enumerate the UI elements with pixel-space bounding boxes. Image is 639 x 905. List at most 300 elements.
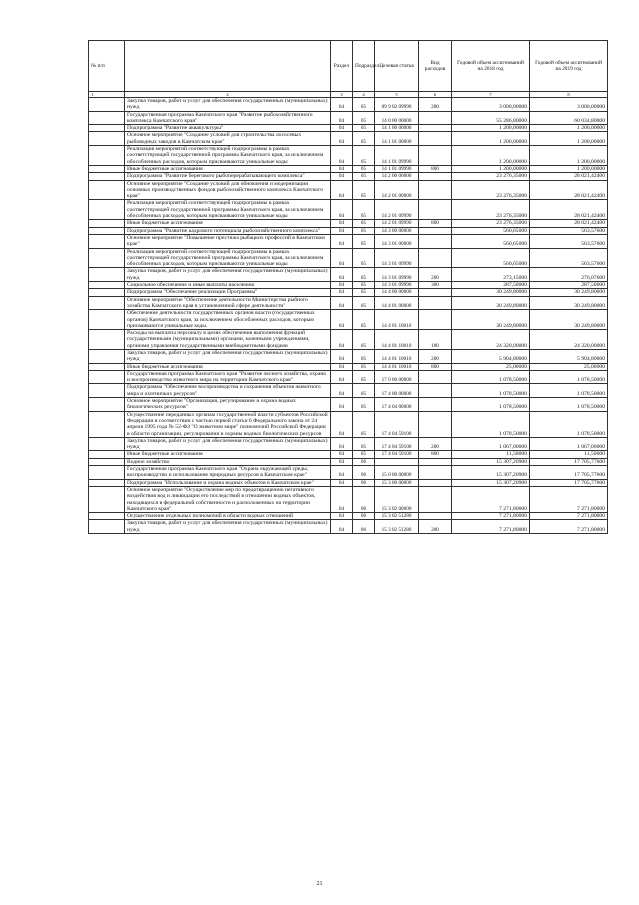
row-2018-cell: 1 078,50000 xyxy=(452,411,530,437)
row-2019-cell: 28 021,42400 xyxy=(530,200,608,220)
row-subsection-cell: 05 xyxy=(353,411,375,437)
row-2019-cell: 3 000,00000 xyxy=(530,98,608,112)
row-subsection-cell: 05 xyxy=(353,248,375,268)
row-section-cell: 04 xyxy=(331,234,353,248)
row-num-cell xyxy=(89,289,125,296)
row-section-cell: 04 xyxy=(331,146,353,166)
row-name-cell: Закупка товаров, работ и услуг для обеспечения государственных (муниципальных) нужд xyxy=(125,98,331,112)
row-article-cell: 15 3 02 51280 xyxy=(375,520,419,534)
row-article-cell: 14 2 00 00000 xyxy=(375,173,419,180)
row-2019-cell: 287,50000 xyxy=(530,282,608,289)
row-section-cell: 04 xyxy=(331,349,353,363)
row-section-cell: 04 xyxy=(331,165,353,172)
row-num-cell xyxy=(89,200,125,220)
row-2018-cell: 1 078,50000 xyxy=(452,398,530,412)
row-num-cell xyxy=(89,411,125,437)
table-row xyxy=(89,513,608,520)
row-2019-cell: 11,50000 xyxy=(530,451,608,458)
row-subsection-cell: 05 xyxy=(353,220,375,227)
row-type-cell: 200 xyxy=(419,268,452,282)
row-name-cell: Иные бюджетные ассигнования xyxy=(125,451,331,458)
row-type-cell xyxy=(419,125,452,132)
row-2019-cell: 1 200,00000 xyxy=(530,165,608,172)
row-num-cell xyxy=(89,165,125,172)
row-2018-cell: 560,65000 xyxy=(452,227,530,234)
row-num-cell xyxy=(89,310,125,330)
row-num-cell xyxy=(89,125,125,132)
page-number: 21 xyxy=(316,881,323,887)
row-num-cell xyxy=(89,513,125,520)
row-type-cell xyxy=(419,479,452,486)
row-section-cell: 04 xyxy=(331,220,353,227)
row-subsection-cell: 05 xyxy=(353,451,375,458)
row-name-cell: Иные бюджетные ассигнования xyxy=(125,363,331,370)
header-article: Целевая статья xyxy=(375,41,419,92)
row-name-cell: Основное мероприятие "Организация, регулирование и охрана водных биологических ресурсов" xyxy=(125,398,331,412)
col-number: 7 xyxy=(452,92,530,98)
row-type-cell: 800 xyxy=(419,451,452,458)
row-article-cell: 14 3 01 09990 xyxy=(375,268,419,282)
row-type-cell: 800 xyxy=(419,220,452,227)
row-type-cell: 200 xyxy=(419,437,452,451)
budget-table xyxy=(88,40,608,534)
row-num-cell xyxy=(89,282,125,289)
row-2019-cell: 1 078,50000 xyxy=(530,384,608,398)
row-type-cell xyxy=(419,227,452,234)
row-subsection-cell: 05 xyxy=(353,125,375,132)
row-name-cell: Реализация мероприятий соответствующей подпрограммы в рамках соответствующей государственной программы Камчатского края, за исключением обособленных расходов, которым присваиваются уникальные коды xyxy=(125,200,331,220)
row-type-cell xyxy=(419,384,452,398)
row-2018-cell: 23 276,35000 xyxy=(452,180,530,200)
row-type-cell xyxy=(419,146,452,166)
row-num-cell xyxy=(89,220,125,227)
row-article-cell: 14 4 01 10010 xyxy=(375,349,419,363)
row-name-cell: Подпрограмма "Обеспечение реализации Программы" xyxy=(125,289,331,296)
row-2018-cell: 25,00000 xyxy=(452,363,530,370)
row-num-cell xyxy=(89,384,125,398)
row-2019-cell: 563,57600 xyxy=(530,234,608,248)
row-2019-cell: 563,57600 xyxy=(530,227,608,234)
row-type-cell: 100 xyxy=(419,330,452,350)
row-2019-cell: 1 078,50000 xyxy=(530,411,608,437)
row-section-cell: 04 xyxy=(331,310,353,330)
table-row xyxy=(89,310,608,330)
row-type-cell: 200 xyxy=(419,98,452,112)
table-row xyxy=(89,437,608,451)
row-2018-cell: 24 320,00000 xyxy=(452,330,530,350)
row-type-cell xyxy=(419,234,452,248)
row-article-cell: 14 4 00 00000 xyxy=(375,289,419,296)
row-article-cell: 14 3 01 00000 xyxy=(375,234,419,248)
row-2018-cell: 23 276,35000 xyxy=(452,173,530,180)
row-subsection-cell: 06 xyxy=(353,513,375,520)
row-name-cell: Основное мероприятие "Создание условий для строительства лососевых рыбоводных заводов в Камчатском крае" xyxy=(125,132,331,146)
row-type-cell xyxy=(419,111,452,125)
row-2018-cell: 1 067,00000 xyxy=(452,437,530,451)
row-2018-cell: 3 000,00000 xyxy=(452,98,530,112)
row-subsection-cell: 05 xyxy=(353,98,375,112)
row-article-cell: 15 3 02 51280 xyxy=(375,513,419,520)
row-2019-cell: 1 200,00000 xyxy=(530,146,608,166)
table-row xyxy=(89,173,608,180)
table-row xyxy=(89,180,608,200)
row-2018-cell: 273,15000 xyxy=(452,268,530,282)
row-type-cell xyxy=(419,248,452,268)
row-subsection-cell: 05 xyxy=(353,282,375,289)
table-row xyxy=(89,234,608,248)
col-number: 4 xyxy=(353,92,375,98)
row-num-cell xyxy=(89,520,125,534)
row-section-cell: 04 xyxy=(331,411,353,437)
row-2019-cell: 17 705,77600 xyxy=(530,458,608,465)
row-subsection-cell: 05 xyxy=(353,437,375,451)
row-num-cell xyxy=(89,132,125,146)
row-article-cell: 17 4 04 59100 xyxy=(375,437,419,451)
row-name-cell: Осуществление отдельных полномочий в области водных отношений xyxy=(125,513,331,520)
row-name-cell: Реализация мероприятий соответствующей подпрограммы в рамках соответствующей государственной программы Камчатского края, за исключением обособленных расходов, которым присваиваются уникальные коды xyxy=(125,146,331,166)
row-2018-cell: 15 307,20900 xyxy=(452,479,530,486)
row-article-cell: 17 4 04 59100 xyxy=(375,451,419,458)
row-type-cell xyxy=(419,180,452,200)
row-subsection-cell: 05 xyxy=(353,146,375,166)
header-name xyxy=(125,41,331,92)
row-name-cell: Расходы на выплаты персоналу в целях обеспечения выполнения функций государственными (муниципальными) органами, казенными учреждениями, органами управления государственными внебюджетными фондами xyxy=(125,330,331,350)
row-type-cell: 200 xyxy=(419,520,452,534)
header-2018: Годовой объем ассигнований на 2018 год xyxy=(452,41,530,92)
row-type-cell xyxy=(419,398,452,412)
row-article-cell: 14 1 01 00000 xyxy=(375,132,419,146)
row-article-cell: 15 3 00 00000 xyxy=(375,479,419,486)
row-section-cell: 04 xyxy=(331,466,353,480)
row-num-cell xyxy=(89,146,125,166)
row-name-cell: Основное мероприятие "Обеспечение деятельности Министерства рыбного хозяйства Камчатского края в установленной сфере деятельности" xyxy=(125,296,331,310)
row-2019-cell: 17 705,77600 xyxy=(530,466,608,480)
row-2019-cell: 1 078,50000 xyxy=(530,398,608,412)
table-row xyxy=(89,466,608,480)
row-name-cell: Реализация мероприятий соответствующей подпрограммы в рамках соответствующей государственной программы Камчатского края, за исключением обособленных расходов, которым присваиваются уникальные коды xyxy=(125,248,331,268)
row-type-cell xyxy=(419,310,452,330)
row-article-cell: 14 2 01 09990 xyxy=(375,200,419,220)
row-section-cell: 04 xyxy=(331,520,353,534)
row-2019-cell: 60 034,80000 xyxy=(530,111,608,125)
row-section-cell: 04 xyxy=(331,268,353,282)
row-2019-cell: 28 021,42400 xyxy=(530,180,608,200)
row-name-cell: Государственная программа Камчатского края "Охрана окружающей среды, воспроизводство и использование природных ресурсов в Камчатском крае" xyxy=(125,466,331,480)
row-2018-cell: 1 200,00000 xyxy=(452,165,530,172)
row-2019-cell: 30 249,80000 xyxy=(530,310,608,330)
table-row xyxy=(89,125,608,132)
row-2018-cell: 55 286,80000 xyxy=(452,111,530,125)
row-name-cell: Основное мероприятие "Создание условий для обновления и модернизации основных производственных фондов рыбохозяйственного комплекса Камчатского края" xyxy=(125,180,331,200)
row-2018-cell: 5 904,80000 xyxy=(452,349,530,363)
row-subsection-cell: 05 xyxy=(353,173,375,180)
table-row xyxy=(89,330,608,350)
row-type-cell xyxy=(419,370,452,384)
row-subsection-cell: 05 xyxy=(353,132,375,146)
row-2018-cell: 30 249,80000 xyxy=(452,296,530,310)
row-2019-cell: 24 320,00000 xyxy=(530,330,608,350)
table-row xyxy=(89,384,608,398)
row-article-cell: 14 3 01 09990 xyxy=(375,282,419,289)
row-name-cell: Иные бюджетные ассигнования xyxy=(125,165,331,172)
row-subsection-cell: 05 xyxy=(353,165,375,172)
row-2018-cell: 1 200,00000 xyxy=(452,132,530,146)
row-article-cell: 14 4 01 10010 xyxy=(375,363,419,370)
row-name-cell: Подпрограмма "Использование и охрана водных объектов в Камчатском крае" xyxy=(125,479,331,486)
row-name-cell: Осуществление переданных органам государственной власти субъектов Российской Федерации в соответствии с частью первой статьи 6 Федерального закона от 24 апреля 1995 года № 52-ФЗ "О животном мире" полномочий Российской Федерации в области организации, регулирования и охраны водных биологических ресурсов xyxy=(125,411,331,437)
row-article-cell: 14 3 01 09990 xyxy=(375,248,419,268)
row-2018-cell: 1 200,00000 xyxy=(452,125,530,132)
row-2019-cell: 25,00000 xyxy=(530,363,608,370)
row-section-cell: 04 xyxy=(331,513,353,520)
header-type: Вид расходов xyxy=(419,41,452,92)
header-2019: Годовой объем ассигнований на 2019 год xyxy=(530,41,608,92)
table-row xyxy=(89,248,608,268)
row-article-cell: 14 1 00 00000 xyxy=(375,125,419,132)
row-article-cell: 15 0 00 00000 xyxy=(375,466,419,480)
row-name-cell: Социальное обеспечение и иные выплаты населению xyxy=(125,282,331,289)
table-row xyxy=(89,370,608,384)
row-num-cell xyxy=(89,268,125,282)
row-name-cell: Водное хозяйство xyxy=(125,458,331,465)
row-num-cell xyxy=(89,111,125,125)
table-row xyxy=(89,200,608,220)
row-section-cell: 04 xyxy=(331,370,353,384)
row-2019-cell: 28 021,42400 xyxy=(530,173,608,180)
row-article-cell: 14 0 00 00000 xyxy=(375,111,419,125)
table-row xyxy=(89,349,608,363)
row-2018-cell: 1 078,50000 xyxy=(452,370,530,384)
row-type-cell: 800 xyxy=(419,363,452,370)
row-2019-cell: 5 904,80000 xyxy=(530,349,608,363)
row-num-cell xyxy=(89,466,125,480)
row-name-cell: Подпрограмма "Развитие аквакультуры" xyxy=(125,125,331,132)
row-num-cell xyxy=(89,227,125,234)
row-article-cell: 17 4 04 00000 xyxy=(375,398,419,412)
row-num-cell xyxy=(89,486,125,512)
table-header-row xyxy=(89,41,608,92)
row-num-cell xyxy=(89,398,125,412)
table-row xyxy=(89,268,608,282)
row-subsection-cell: 05 xyxy=(353,398,375,412)
row-type-cell: 800 xyxy=(419,165,452,172)
header-subsection: Подраздел xyxy=(353,41,375,92)
row-2018-cell: 287,50000 xyxy=(452,282,530,289)
row-subsection-cell: 05 xyxy=(353,200,375,220)
row-2018-cell: 7 271,80000 xyxy=(452,513,530,520)
row-2018-cell: 30 249,80000 xyxy=(452,289,530,296)
row-subsection-cell: 05 xyxy=(353,227,375,234)
row-article-cell: 17 0 00 00000 xyxy=(375,370,419,384)
row-2018-cell: 11,50000 xyxy=(452,451,530,458)
row-2019-cell: 563,57600 xyxy=(530,248,608,268)
row-type-cell xyxy=(419,411,452,437)
row-article-cell xyxy=(375,458,419,465)
row-section-cell: 04 xyxy=(331,173,353,180)
row-type-cell: 200 xyxy=(419,349,452,363)
table-row xyxy=(89,165,608,172)
header-num: № п/п xyxy=(89,41,125,92)
row-name-cell: Государственная программа Камчатского края "Развитие рыбохозяйственного комплекса Камчатского края" xyxy=(125,111,331,125)
row-subsection-cell: 05 xyxy=(353,234,375,248)
row-subsection-cell: 05 xyxy=(353,370,375,384)
row-2019-cell: 1 200,00000 xyxy=(530,125,608,132)
row-section-cell: 04 xyxy=(331,200,353,220)
table-row xyxy=(89,398,608,412)
row-name-cell: Подпрограмма "Обеспечение воспроизводства и сохранения объектов животного мира и охотничьих ресурсов" xyxy=(125,384,331,398)
row-name-cell: Подпрограмма "Развитие кадрового потенциала рыбохозяйственного комплекса" xyxy=(125,227,331,234)
row-section-cell: 04 xyxy=(331,330,353,350)
row-name-cell: Закупка товаров, работ и услуг для обеспечения государственных (муниципальных) нужд xyxy=(125,437,331,451)
row-section-cell: 04 xyxy=(331,398,353,412)
row-article-cell: 17 4 00 00000 xyxy=(375,384,419,398)
row-num-cell xyxy=(89,451,125,458)
row-name-cell: Основное мероприятие "Повышение престижа рыбацких профессий в Камчатском крае" xyxy=(125,234,331,248)
row-num-cell xyxy=(89,98,125,112)
row-article-cell: 14 2 01 00000 xyxy=(375,180,419,200)
row-2018-cell: 30 249,80000 xyxy=(452,310,530,330)
row-2019-cell: 7 271,80000 xyxy=(530,486,608,512)
row-2019-cell: 28 021,42400 xyxy=(530,220,608,227)
table-row xyxy=(89,363,608,370)
table-row xyxy=(89,486,608,512)
row-2019-cell: 1 078,50000 xyxy=(530,370,608,384)
row-section-cell: 04 xyxy=(331,458,353,465)
row-subsection-cell: 05 xyxy=(353,296,375,310)
col-number: 1 xyxy=(89,92,125,98)
row-subsection-cell: 06 xyxy=(353,520,375,534)
row-2018-cell: 560,65000 xyxy=(452,234,530,248)
table-row xyxy=(89,220,608,227)
table-row xyxy=(89,451,608,458)
row-2018-cell: 23 276,35000 xyxy=(452,220,530,227)
row-type-cell xyxy=(419,466,452,480)
row-2019-cell: 276,07600 xyxy=(530,268,608,282)
row-subsection-cell: 06 xyxy=(353,458,375,465)
row-section-cell: 04 xyxy=(331,227,353,234)
row-type-cell xyxy=(419,458,452,465)
row-subsection-cell: 05 xyxy=(353,349,375,363)
row-subsection-cell: 06 xyxy=(353,479,375,486)
row-num-cell xyxy=(89,437,125,451)
row-type-cell xyxy=(419,132,452,146)
row-subsection-cell: 05 xyxy=(353,268,375,282)
row-2019-cell: 1 200,00000 xyxy=(530,132,608,146)
row-2019-cell: 30 249,80000 xyxy=(530,296,608,310)
row-num-cell xyxy=(89,296,125,310)
row-type-cell xyxy=(419,173,452,180)
row-article-cell: 14 2 01 09990 xyxy=(375,220,419,227)
row-section-cell: 04 xyxy=(331,248,353,268)
row-article-cell: 14 1 01 09990 xyxy=(375,165,419,172)
row-subsection-cell: 05 xyxy=(353,289,375,296)
table-row xyxy=(89,111,608,125)
row-article-cell: 14 4 01 10010 xyxy=(375,330,419,350)
row-article-cell: 17 4 04 59100 xyxy=(375,411,419,437)
col-number: 3 xyxy=(331,92,353,98)
table-row xyxy=(89,289,608,296)
row-article-cell: 15 3 02 00000 xyxy=(375,486,419,512)
row-name-cell: Закупка товаров, работ и услуг для обеспечения государственных (муниципальных) нужд xyxy=(125,520,331,534)
table-row xyxy=(89,458,608,465)
row-2018-cell: 1 078,50000 xyxy=(452,384,530,398)
table-row xyxy=(89,98,608,112)
row-subsection-cell: 05 xyxy=(353,363,375,370)
row-2018-cell: 15 307,20900 xyxy=(452,466,530,480)
row-2018-cell: 560,65000 xyxy=(452,248,530,268)
row-section-cell: 04 xyxy=(331,486,353,512)
row-2019-cell: 17 705,77600 xyxy=(530,479,608,486)
row-type-cell xyxy=(419,296,452,310)
row-name-cell: Иные бюджетные ассигнования xyxy=(125,220,331,227)
header-section: Раздел xyxy=(331,41,353,92)
row-2018-cell: 7 271,80000 xyxy=(452,486,530,512)
table-row xyxy=(89,479,608,486)
table-row xyxy=(89,520,608,534)
row-type-cell xyxy=(419,289,452,296)
row-num-cell xyxy=(89,330,125,350)
col-number: 8 xyxy=(530,92,608,98)
row-num-cell xyxy=(89,479,125,486)
row-2018-cell: 15 307,20900 xyxy=(452,458,530,465)
row-section-cell: 04 xyxy=(331,98,353,112)
row-subsection-cell: 06 xyxy=(353,466,375,480)
row-name-cell: Закупка товаров, работ и услуг для обеспечения государственных (муниципальных) нужд xyxy=(125,349,331,363)
row-name-cell: Государственная программа Камчатского края "Развитие лесного хозяйства, охрана и воспроизводство животного мира на территории Камчатского края" xyxy=(125,370,331,384)
row-2019-cell: 7 271,80000 xyxy=(530,520,608,534)
row-subsection-cell: 05 xyxy=(353,180,375,200)
row-type-cell: 300 xyxy=(419,282,452,289)
row-2018-cell: 23 276,35000 xyxy=(452,200,530,220)
row-section-cell: 04 xyxy=(331,363,353,370)
row-2019-cell: 1 067,00000 xyxy=(530,437,608,451)
row-subsection-cell: 06 xyxy=(353,486,375,512)
row-section-cell: 04 xyxy=(331,289,353,296)
row-section-cell: 04 xyxy=(331,132,353,146)
row-type-cell xyxy=(419,513,452,520)
row-2018-cell: 7 271,80000 xyxy=(452,520,530,534)
row-num-cell xyxy=(89,234,125,248)
row-section-cell: 04 xyxy=(331,125,353,132)
row-section-cell: 04 xyxy=(331,384,353,398)
row-num-cell xyxy=(89,180,125,200)
row-article-cell: 14 4 01 10010 xyxy=(375,310,419,330)
table-row xyxy=(89,146,608,166)
col-number: 5 xyxy=(375,92,419,98)
row-section-cell: 04 xyxy=(331,282,353,289)
row-article-cell: 09 9 02 09990 xyxy=(375,98,419,112)
row-2019-cell: 7 271,80000 xyxy=(530,513,608,520)
row-num-cell xyxy=(89,248,125,268)
row-section-cell: 04 xyxy=(331,111,353,125)
row-name-cell: Подпрограмма "Развитие берегового рыбоперерабатывающего комплекса" xyxy=(125,173,331,180)
row-section-cell: 04 xyxy=(331,437,353,451)
col-number: 6 xyxy=(419,92,452,98)
table-row xyxy=(89,411,608,437)
row-article-cell: 14 1 01 09990 xyxy=(375,146,419,166)
budget-document xyxy=(88,40,607,534)
table-row xyxy=(89,227,608,234)
row-type-cell xyxy=(419,200,452,220)
row-num-cell xyxy=(89,370,125,384)
row-num-cell xyxy=(89,349,125,363)
row-subsection-cell: 05 xyxy=(353,330,375,350)
row-name-cell: Закупка товаров, работ и услуг для обеспечения государственных (муниципальных) нужд xyxy=(125,268,331,282)
row-2018-cell: 1 200,00000 xyxy=(452,146,530,166)
table-row xyxy=(89,282,608,289)
row-section-cell: 04 xyxy=(331,180,353,200)
row-name-cell: Основное мероприятие "Осуществление мер по предотвращению негативного воздействия вод и ликвидации его последствий в отношении водных объектов, находящихся в федеральной собственности и расположенных на территории Камчатского края" xyxy=(125,486,331,512)
